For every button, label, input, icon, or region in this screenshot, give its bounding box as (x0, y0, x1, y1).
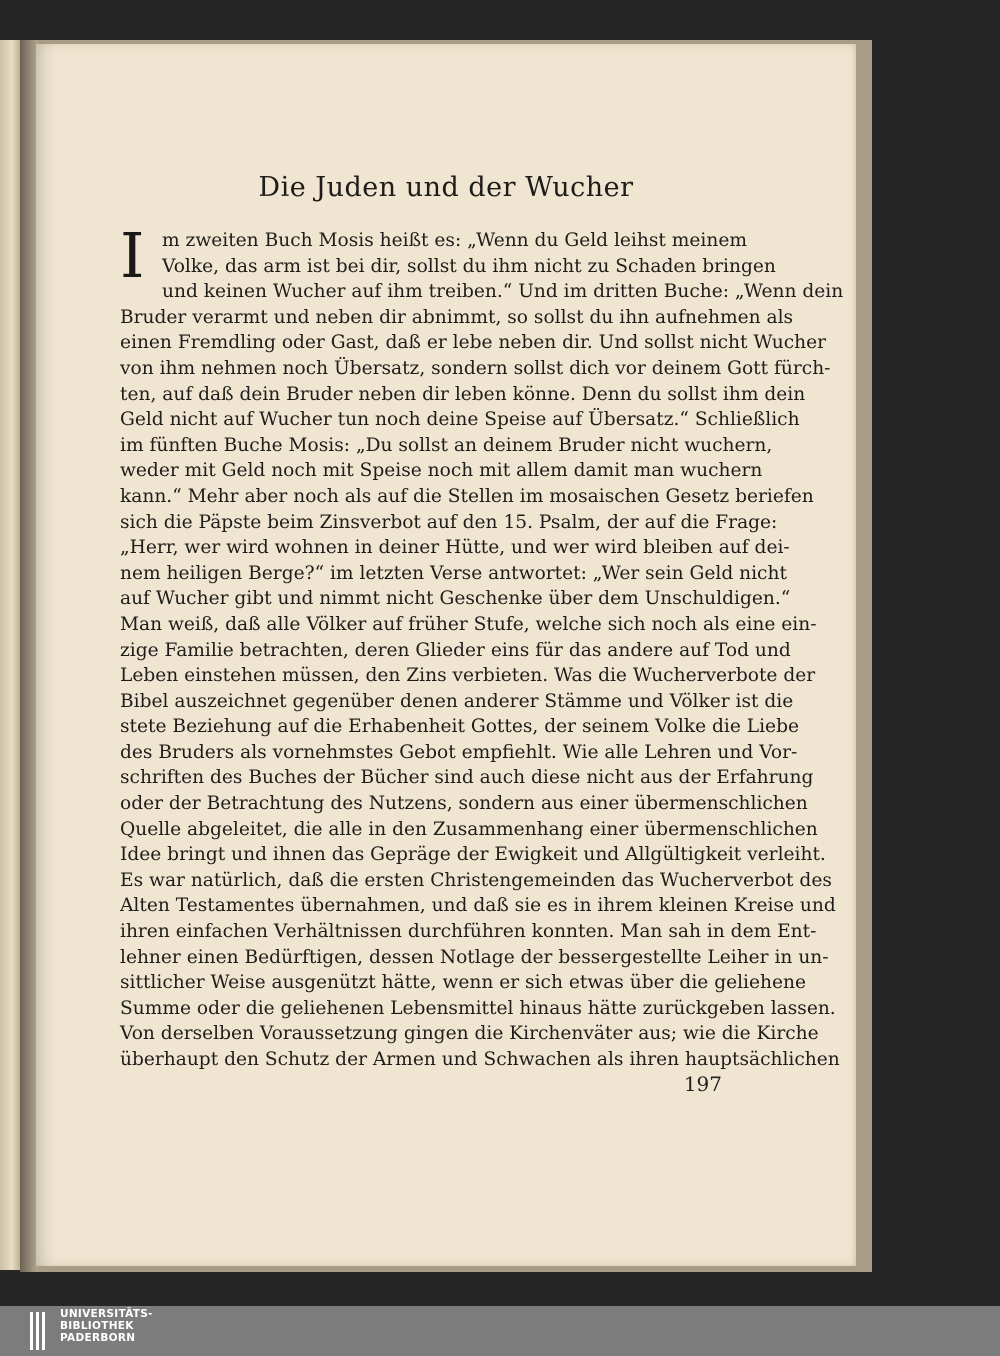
logo-line: PADERBORN (60, 1332, 136, 1344)
chapter-title: Die Juden und der Wucher (258, 172, 634, 203)
text-line: Volke, das arm ist bei dir, sollst du ihm nicht zu Schaden bringen (162, 255, 776, 277)
text-line: ten, auf daß dein Bruder neben dir leben könne. Denn du sollst ihm dein (120, 383, 806, 405)
text-line: Bruder verarmt und neben dir abnimmt, so sollst du ihn aufnehmen als (120, 306, 794, 328)
text-line: Idee bringt und ihnen das Gepräge der Ewigkeit und Allgültigkeit verleiht. (120, 844, 826, 866)
text-line: lehner einen Bedürftigen, dessen Notlage der bessergestellte Leiher in un- (120, 946, 829, 968)
text-line: im fünften Buche Mosis: „Du sollst an deinem Bruder nicht wuchern, (120, 434, 773, 456)
text-line: Quelle abgeleitet, die alle in den Zusammenhang einer übermenschlichen (120, 818, 818, 840)
text-line: überhaupt den Schutz der Armen und Schwachen als ihren hauptsächlichen (120, 1049, 840, 1070)
page-number: 197 (683, 1072, 722, 1096)
library-logo-icon (30, 1306, 50, 1354)
text-line: stete Beziehung auf die Erhabenheit Gottes, der seinem Volke die Liebe (120, 716, 799, 738)
text-line: Leben einstehen müssen, den Zins verbieten. Was die Wucherverbote der (120, 665, 816, 687)
text-line: auf Wucher gibt und nimmt nicht Geschenke über dem Unschuldigen.“ (120, 588, 791, 610)
library-logo-text (60, 1308, 260, 1344)
text-line: zige Familie betrachten, deren Glieder eins für das andere auf Tod und (120, 639, 791, 661)
text-line: kann.“ Mehr aber noch als auf die Stellen im mosaischen Gesetz beriefen (120, 485, 814, 507)
text-line: weder mit Geld noch mit Speise noch mit allem damit man wuchern (120, 460, 763, 482)
text-line: Es war natürlich, daß die ersten Christengemeinden das Wucherverbot des (120, 869, 832, 891)
text-line: Bibel auszeichnet gegenüber denen anderer Stämme und Völker ist die (120, 690, 794, 712)
logo-line: UNIVERSITÄTS- (60, 1308, 153, 1320)
text-line: „Herr, wer wird wohnen in deiner Hütte, und wer wird bleiben auf dei- (120, 537, 790, 559)
text-line: ihren einfachen Verhältnissen durchführen konnten. Man sah in dem Ent- (120, 921, 817, 943)
drop-cap: I (120, 219, 145, 292)
text-line: des Bruders als vornehmstes Gebot empfiehlt. Wie alle Lehren und Vor- (120, 741, 798, 763)
text-line: sittlicher Weise ausgenützt hätte, wenn er sich etwas über die geliehene (120, 972, 806, 994)
logo-line: BIBLIOTHEK (60, 1320, 134, 1332)
left-page-edge (0, 40, 21, 1270)
text-line: sich die Päpste beim Zinsverbot auf den 15. Psalm, der auf die Frage: (120, 511, 778, 533)
text-line: und keinen Wucher auf ihm treiben.“ Und im dritten Buche: „Wenn dein (162, 281, 844, 303)
text-line: Von derselben Voraussetzung gingen die Kirchenväter aus; wie die Kirche (120, 1023, 819, 1045)
text-line: oder der Betrachtung des Nutzens, sondern aus einer übermenschlichen (120, 793, 808, 815)
text-line: schriften des Buches der Bücher sind auch diese nicht aus der Erfahrung (120, 767, 814, 789)
text-line: m zweiten Buch Mosis heißt es: „Wenn du Geld leihst meinem (162, 230, 747, 251)
text-line: Summe oder die geliehenen Lebensmittel hinaus hätte zurückgeben lassen. (120, 997, 836, 1019)
body-text (120, 219, 844, 1073)
text-line: einen Fremdling oder Gast, daß er lebe neben dir. Und sollst nicht Wucher (120, 332, 826, 354)
text-line: Geld nicht auf Wucher tun noch deine Speise auf Übersatz.“ Schließlich (120, 409, 800, 431)
text-line: nem heiligen Berge?“ im letzten Verse antwortet: „Wer sein Geld nicht (120, 562, 787, 584)
book-page (36, 44, 856, 1266)
text-line: von ihm nehmen noch Übersatz, sondern sollst dich vor deinem Gott fürch- (120, 357, 831, 379)
text-line: Alten Testamentes übernahmen, und daß sie es in ihrem kleinen Kreise und (120, 895, 836, 917)
text-line: Man weiß, daß alle Völker auf früher Stufe, welche sich noch als eine ein- (120, 613, 817, 635)
